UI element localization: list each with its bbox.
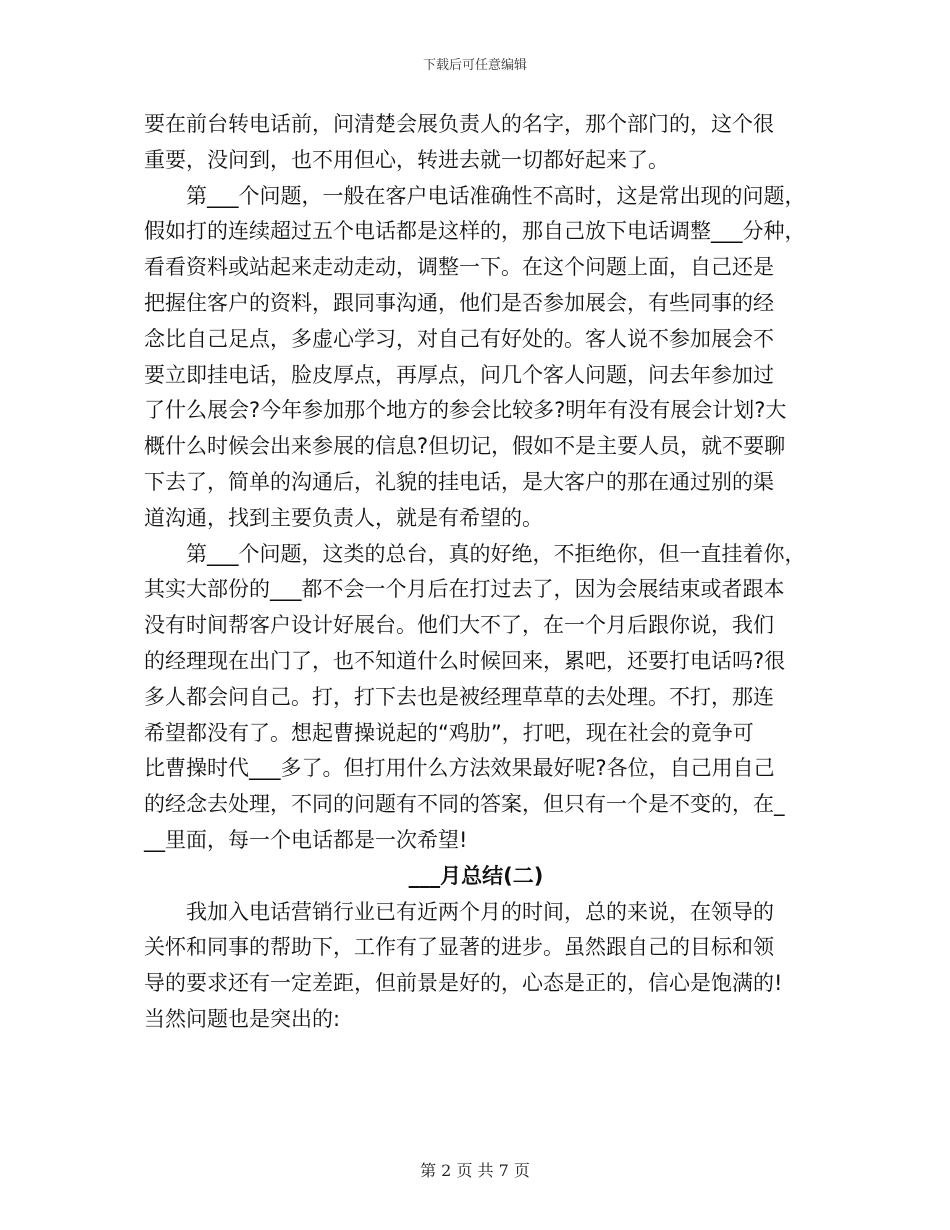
body-text-line: 重要，没问到，也不用但心，转进去就一切都好起来了。 [144, 147, 669, 172]
body-text-line: 要在前台转电话前，问清楚会展负责人的名字，那个部门的，这个很 [144, 112, 774, 136]
body-text-line: 没有时间帮客户设计好展台。他们大不了，在一个月后跟你说，我们 [144, 613, 774, 638]
body-text-line: 当然问题也是突出的: [144, 1006, 341, 1031]
body-text-line: 假如打的连续超过五个电话都是这样的，那自己放下电话调整___分种， [144, 219, 806, 244]
body-text-line: 了什么展会?今年参加那个地方的参会比较多?明年有没有展会计划?大 [144, 398, 787, 423]
body-text-line: 比曹操时代___多了。但打用什么方法效果最好呢?各位，自己用自己 [144, 756, 775, 781]
body-text-line: 多人都会问自己。打，打下去也是被经理草草的去处理。不打，那连 [144, 684, 774, 709]
body-text-line: 把握住客户的资料，跟同事沟通，他们是否参加展会，有些同事的经 [144, 290, 774, 315]
body-text-line: 其实大部份的___都不会一个月后在打过去了，因为会展结束或者跟本 [144, 577, 785, 602]
page-footer: 第 2 页 共 7 页 [420, 1161, 530, 1180]
body-text-line: 我加入电话营销行业已有近两个月的时间，总的来说，在领导的 [144, 899, 774, 924]
page-header: 下载后可任意编辑 [422, 58, 527, 73]
body-text-line: 概什么时候会出来参展的信息?但切记，假如不是主要人员，就不要聊 [144, 434, 786, 459]
body-text-line: 第___个问题，这类的总台，真的好绝，不拒绝你，但一直挂着你， [144, 541, 806, 566]
body-text-line: __里面，每一个电话都是一次希望! [144, 827, 468, 852]
document-body [144, 107, 808, 1038]
body-text-line: 下去了，简单的沟通后，礼貌的挂电话，是大客户的那在通过别的渠 [144, 469, 774, 494]
section-title: ___月总结(二) [408, 863, 544, 888]
body-text-line: 的经念去处理，不同的问题有不同的答案，但只有一个是不变的，在_ [144, 792, 785, 817]
body-text-line: 要立即挂电话，脸皮厚点，再厚点，问几个客人问题，问去年参加过 [144, 362, 774, 387]
body-text-line: 希望都没有了。想起曹操说起的“鸡肋”，打吧，现在社会的竟争可 [144, 720, 754, 745]
body-text-line: 导的要求还有一定差距，但前景是好的，心态是正的，信心是饱满的! [144, 971, 783, 996]
body-text-line: 念比自己足点，多虚心学习，对自己有好处的。客人说不参加展会不 [144, 326, 774, 351]
body-text-line: 道沟通，找到主要负责人，就是有希望的。 [144, 505, 543, 530]
body-text-line: 关怀和同事的帮助下，工作有了显著的进步。虽然跟自己的目标和领 [144, 935, 774, 960]
body-text-line: 的经理现在出门了，也不知道什么时候回来，累吧，还要打电话吗?很 [144, 648, 786, 673]
body-text-line: 看看资料或站起来走动走动，调整一下。在这个问题上面，自己还是 [144, 255, 774, 280]
body-text-line: 第___个问题，一般在客户电话准确性不高时，这是常出现的问题， [144, 183, 806, 208]
